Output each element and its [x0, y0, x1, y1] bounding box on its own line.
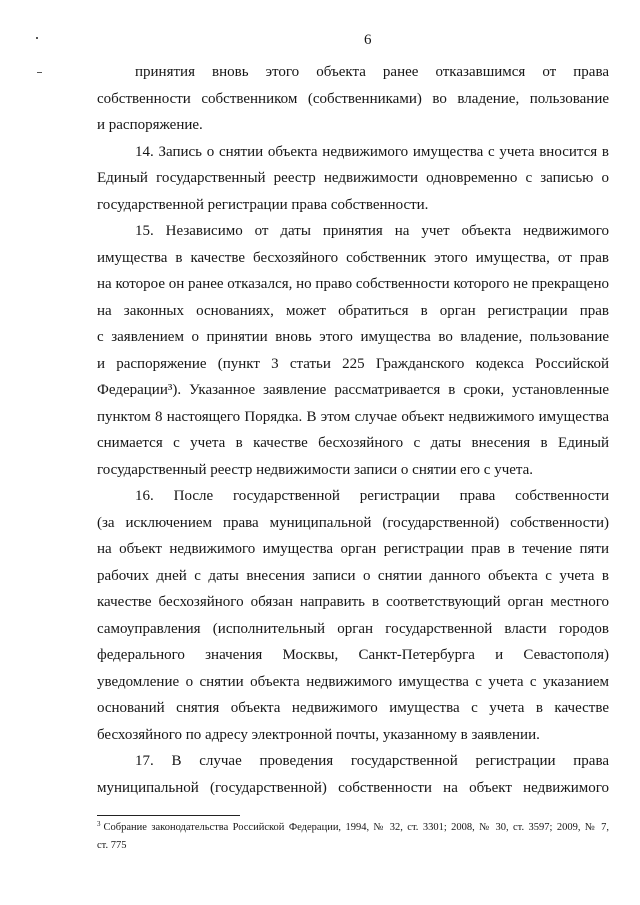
paragraph-14	[97, 139, 609, 219]
text-line: собственности собственником (собственниками) во владение, пользование	[97, 90, 609, 107]
page-number: 6	[364, 32, 372, 48]
text-line: Единый государственный реестр недвижимости одновременно с записью о	[97, 170, 609, 186]
footnote-separator	[97, 815, 240, 816]
text-line: федерального значения Москвы, Санкт-Петербурга и Севастополя)	[97, 647, 609, 663]
paragraph-16	[97, 483, 609, 748]
scan-mark	[36, 37, 38, 39]
text-line: и распоряжение.	[97, 117, 203, 133]
text-line: с заявлением о принятии вновь этого имущества во владение, пользование	[97, 329, 609, 345]
text-line: оснований снятия объекта недвижимого имущества с учета в качестве	[97, 700, 609, 716]
text-line: 14. Запись о снятии объекта недвижимого имущества с учета вносится в	[135, 143, 609, 160]
text-line: самоуправления (исполнительный орган государственной власти городов	[97, 620, 609, 637]
text-line: снимается с учета в качестве бесхозяйного с даты внесения в Единый	[97, 435, 609, 451]
text-line: и распоряжение (пункт 3 статьи 225 Гражданского кодекса Российской	[97, 355, 609, 372]
text-line: 16. После государственной регистрации права собственности	[135, 488, 609, 504]
text-line: качестве бесхозяйного обязан направить в соответствующий орган местного	[97, 594, 609, 610]
text-line: принятия вновь этого объекта ранее отказавшимся от права	[135, 64, 609, 80]
text-line: государственной регистрации права собственности.	[97, 196, 429, 213]
paragraph-15	[97, 218, 609, 483]
text-line: на объект недвижимого имущества орган регистрации прав в течение пяти	[97, 541, 609, 557]
scan-mark	[37, 72, 42, 73]
paragraph-continuation	[97, 59, 609, 139]
text-line: (за исключением права муниципальной (государственной) собственности)	[97, 514, 609, 531]
footnote-text: Собрание законодательства Российской Федерации, 1994, № 32, ст. 3301; 2008, № 30, ст. 3597; 2009, № 7,	[103, 822, 609, 833]
text-line: имущества в качестве бесхозяйного собственник этого имущества, от прав	[97, 249, 609, 266]
text-line: муниципальной (государственной) собственности на объект недвижимого	[97, 779, 609, 796]
text-line: Федерации³). Указанное заявление рассматривается в сроки, установленные	[97, 382, 609, 398]
text-line: государственный реестр недвижимости записи о снятии его с учета.	[97, 461, 534, 478]
text-line: на законных основаниях, может обратиться в орган регистрации прав	[97, 302, 609, 319]
text-line: пунктом 8 настоящего Порядка. В этом случае объект недвижимого имущества	[97, 408, 609, 425]
text-line: рабочих дней с даты внесения записи о снятии данного объекта с учета в	[97, 567, 609, 584]
body-text	[97, 59, 609, 801]
footnote-line: ст. 775	[97, 840, 127, 851]
text-line: 17. В случае проведения государственной регистрации права	[135, 753, 609, 769]
text-line: бесхозяйного по адресу электронной почты, указанному в заявлении.	[97, 726, 540, 743]
footnote	[97, 819, 609, 855]
footnote-line	[97, 819, 609, 837]
text-line: 15. Независимо от даты принятия на учет объекта недвижимого	[135, 223, 609, 239]
text-line: на которое он ранее отказался, но право собственности которого не прекращено	[97, 276, 609, 292]
text-line: уведомление о снятии объекта недвижимого имущества с учета с указанием	[97, 673, 609, 690]
footnote-marker: 3	[97, 820, 101, 828]
paragraph-17	[97, 748, 609, 801]
